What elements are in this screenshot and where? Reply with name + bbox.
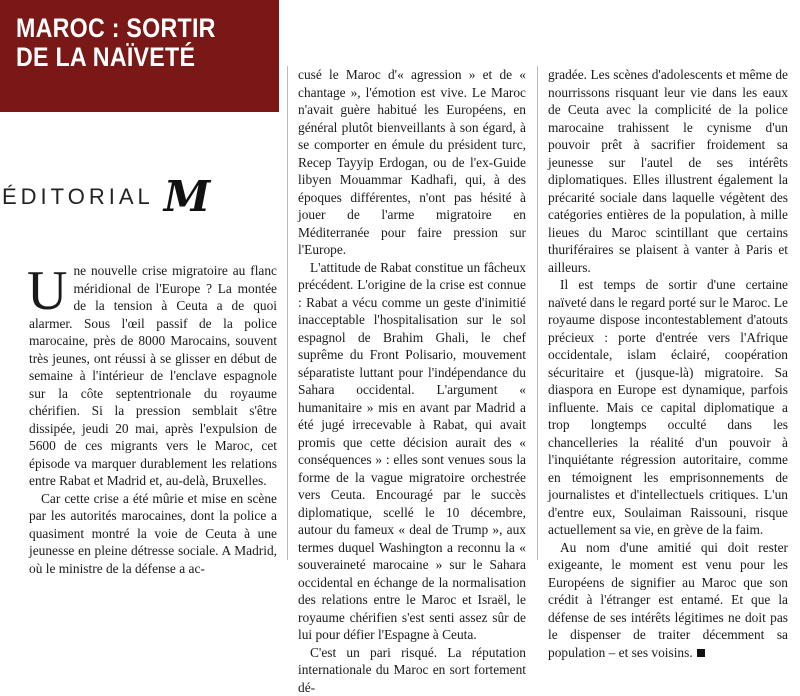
headline-box xyxy=(0,0,279,112)
column-divider xyxy=(537,66,538,560)
headline xyxy=(16,14,230,72)
end-of-article-icon xyxy=(697,649,705,657)
paragraph: C'est un pari risqué. La réputation internationale du Maroc en sort fortement dé- xyxy=(298,644,526,696)
section-label-text: ÉDITORIAL xyxy=(2,184,154,210)
drop-cap: U xyxy=(27,268,67,314)
section-label xyxy=(2,176,210,218)
le-monde-logo-icon: M xyxy=(164,176,211,218)
article-column-3 xyxy=(548,66,788,661)
paragraph: Au nom d'une amitié qui doit rester exigeante, le moment est venu pour les Européens de signifier au Maroc que son crédit à l'étranger est entamé. Et que la défense de ses intérêts légitimes ne doit pas le dispenser de traiter décemment sa population – et ses voisins. xyxy=(548,539,788,662)
paragraph: cusé le Maroc d'« agression » et de « chantage », l'émotion est vive. Le Maroc n'avait guère habitué les Européens, en général plutôt bienveillants à son égard, à se comporter en émule du président turc, Recep Tayyip Erdogan, ou de l'ex-Guide libyen Mouammar Kadhafi, qui, à des époques différentes, n'ont pas hésité à jouer de l'arme migratoire en Méditerranée pour faire pression sur l'Europe. xyxy=(298,66,526,259)
paragraph: gradée. Les scènes d'adolescents et même de nourrissons risquant leur vie dans les eaux de Ceuta avec la complicité de la police marocaine trahissent le cynisme d'un pouvoir prêt à sacrifier froidement sa jeunesse sur l'autel de ses intérêts diplomatiques. Elles illustrent également la précarité sociale dans laquelle végètent des catégories entières de la population, à mille lieues du Maroc scintillant que certains thuriféraires se plaisent à vanter à Paris et ailleurs. xyxy=(548,66,788,276)
headline-line-2: DE LA NAÏVETÉ xyxy=(16,42,195,72)
headline-line-1: MAROC : SORTIR xyxy=(16,13,216,43)
paragraph: Il est temps de sortir d'une certaine naïveté dans le regard porté sur le Maroc. Le royaume dispose incontestablement d'atouts précieux : porte d'entrée vers l'Afrique occidentale, islam éclairé, coopération sécuritaire et (jusque-là) migratoire. Sa diaspora en Europe est dynamique, parfois influente. Mais ce capital diplomatique a trop longtemps occulté dans les chancelleries la réalité d'un pouvoir à l'inquiétante régression autoritaire, comme en témoignent les emprisonnements de journalistes et d'intellectuels critiques. L'un d'entre eux, Soulaiman Raissouni, risque actuellement sa vie, en grève de la faim. xyxy=(548,276,788,539)
paragraph: L'attitude de Rabat constitue un fâcheux précédent. L'origine de la crise est connue : Rabat a vécu comme un geste d'inimitié inacceptable l'hospitalisation sur le sol espagnol de Brahim Ghali, le chef suprême du Front Polisario, mouvement séparatiste luttant pour l'indépendance du Sahara occidental. L'argument « humanitaire » mis en avant par Madrid a été jugé irrecevable à Rabat, qui avait promis que cette décision aurait des « conséquences » : elles sont venues sous la forme de la vague migratoire orchestrée vers Ceuta. Encouragé par le succès diplomatique, scellé le 10 décembre, autour du fameux « deal de Trump », aux termes duquel Washington a reconnu la « souveraineté marocaine » sur le Sahara occidental en échange de la normalisation des relations entre le Maroc et Israël, le royaume chérifien s'est senti assez sûr de lui pour défier l'Espagne à Ceuta. xyxy=(298,259,526,644)
article-column-2 xyxy=(298,66,526,696)
article-column-1 xyxy=(29,262,277,577)
column-divider xyxy=(287,66,288,560)
paragraph: Une nouvelle crise migratoire au flanc méridional de l'Europe ? La montée de la tension à Ceuta a de quoi alarmer. Sous l'œil passif de la police marocaine, près de 8000 Marocains, souvent très jeunes, ont réussi à se glisser en début de semaine à l'intérieur de l'enclave espagnole sur la côte septentrionale du royaume chérifien. Si la pression semblait s'être dissipée, jeudi 20 mai, après l'expulsion de 5600 de ces migrants vers le Maroc, cet épisode va marquer durablement les relations entre Rabat et Madrid et, au-delà, Bruxelles. xyxy=(29,262,277,490)
paragraph: Car cette crise a été mûrie et mise en scène par les autorités marocaines, dont la police a quasiment montré la voie de Ceuta à une jeunesse en pleine détresse sociale. A Madrid, où le ministre de la défense a ac- xyxy=(29,490,277,578)
